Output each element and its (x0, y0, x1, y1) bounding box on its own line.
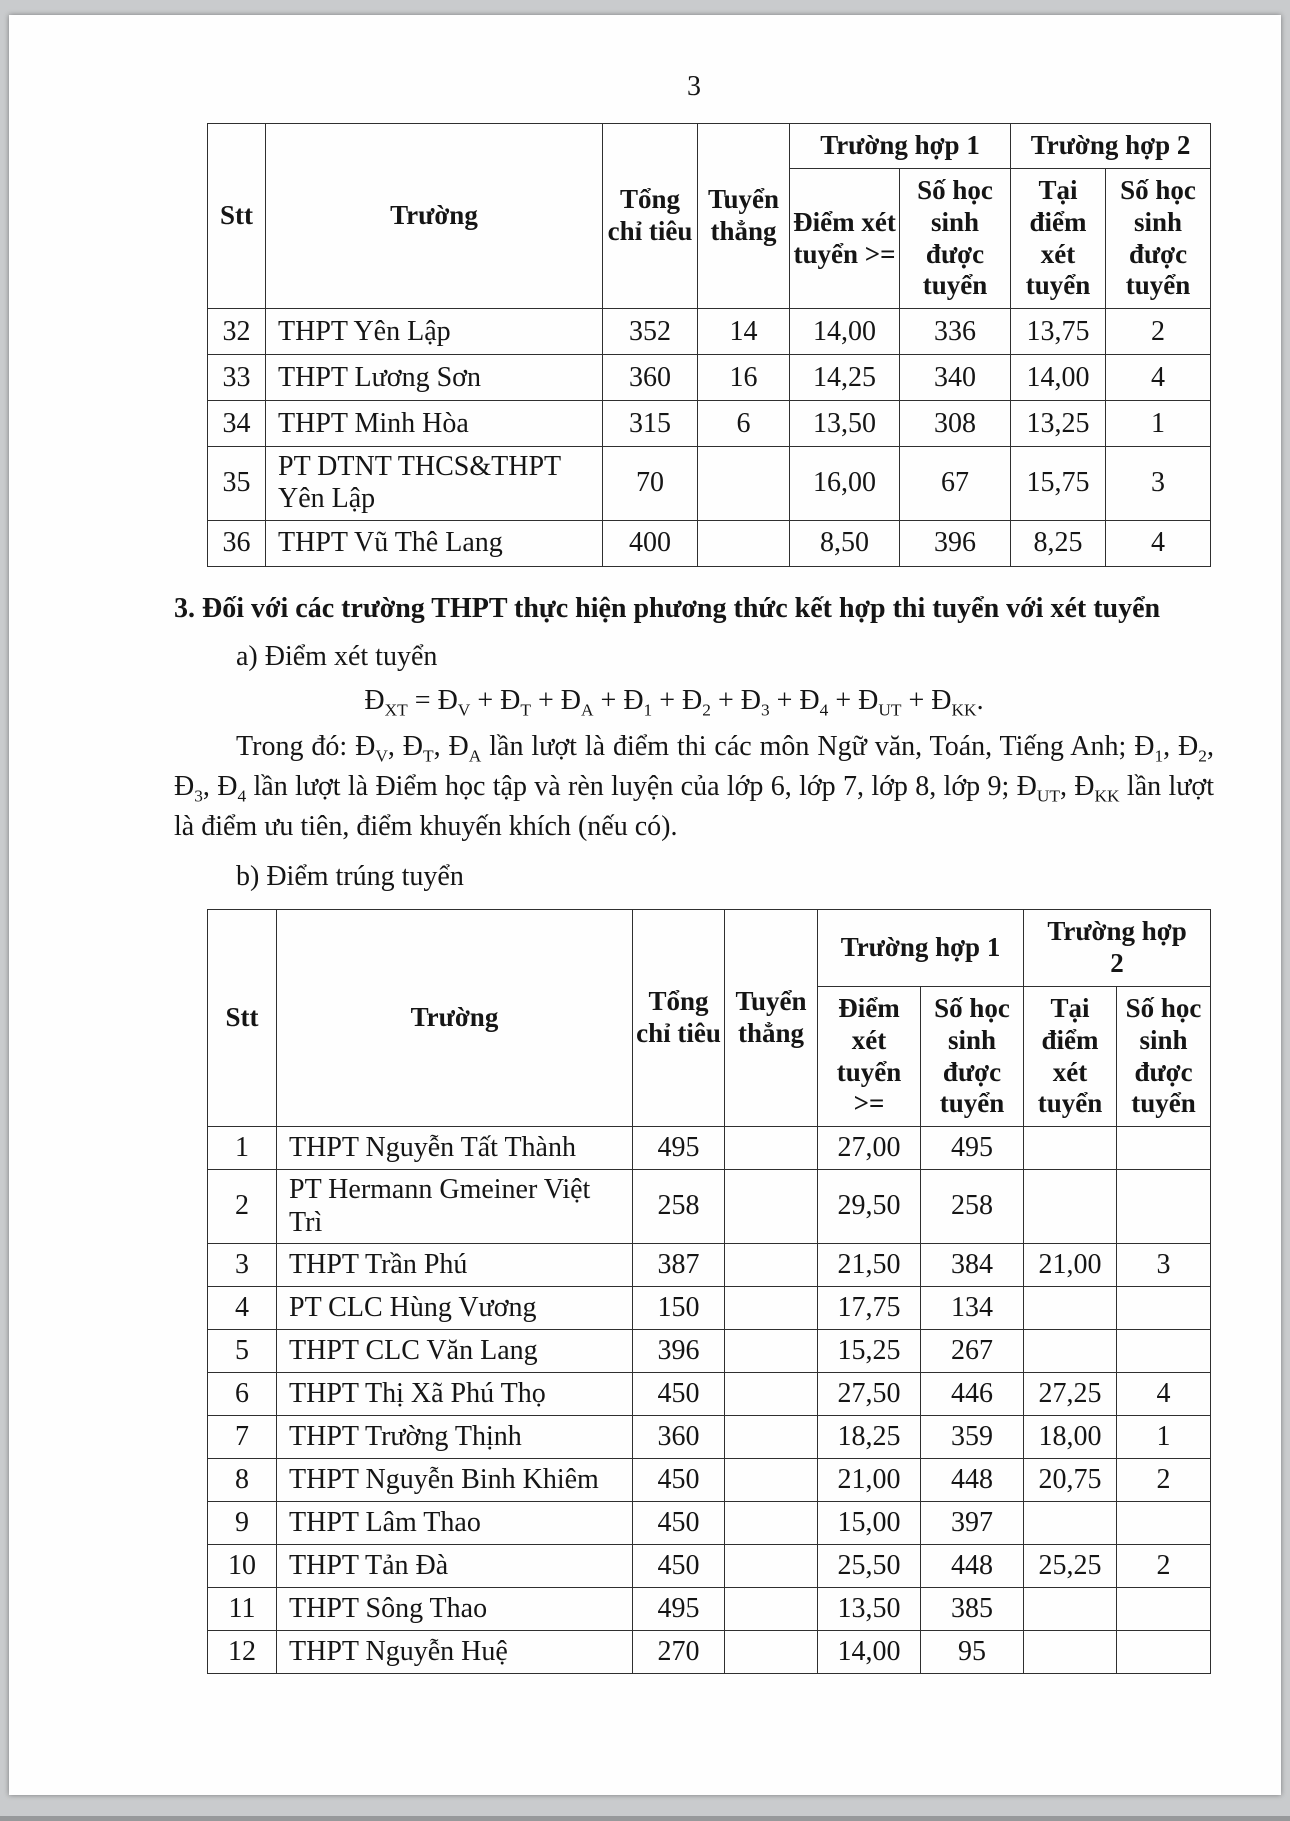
admission-score-formula: $Đ_{XT}$ = $Đ_V$ + $Đ_T$ + $Đ_A$ + $Đ_1$ + $Đ_2$ + $Đ_3$ + $Đ_4$ + $Đ_{UT}$ + $Đ_{KK}$. (364, 685, 984, 720)
cell-tuyen-thang (698, 520, 790, 566)
cell-so-hoc-sinh-duoc-tuyen-2 (1117, 1170, 1211, 1243)
cell-tong-chi-tieu: 150 (633, 1286, 725, 1329)
col-header-tai-diem-xet-tuyen: Tại điểm xét tuyển (1024, 986, 1117, 1126)
cell-so-hoc-sinh-duoc-tuyen-2: 1 (1117, 1415, 1211, 1458)
cell-so-hoc-sinh-duoc-tuyen: 384 (921, 1243, 1024, 1286)
col-header-tuyen-thang: Tuyển thẳng (725, 910, 818, 1127)
cell-tuyen-thang (725, 1286, 818, 1329)
cell-tong-chi-tieu: 352 (603, 309, 698, 355)
cell-tuyen-thang: 6 (698, 401, 790, 447)
cell-tuyen-thang (725, 1329, 818, 1372)
cell-tong-chi-tieu: 387 (633, 1243, 725, 1286)
cell-so-hoc-sinh-duoc-tuyen: 67 (900, 447, 1011, 520)
cell-truong: THPT Nguyễn Tất Thành (277, 1127, 633, 1170)
cell-so-hoc-sinh-duoc-tuyen-2: 2 (1106, 309, 1211, 355)
cell-tong-chi-tieu: 495 (633, 1127, 725, 1170)
cell-tuyen-thang (698, 447, 790, 520)
table-row (208, 401, 1211, 447)
cell-so-hoc-sinh-duoc-tuyen-2 (1117, 1587, 1211, 1630)
col-header-diem-xet-tuyen: Điểm xét tuyển >= (790, 168, 900, 308)
cell-tuyen-thang: 16 (698, 355, 790, 401)
cell-diem-xet-tuyen: 27,50 (818, 1372, 921, 1415)
cell-truong: THPT Trần Phú (277, 1243, 633, 1286)
cell-so-hoc-sinh-duoc-tuyen-2 (1117, 1630, 1211, 1673)
table-row (208, 1286, 1211, 1329)
cell-stt: 5 (208, 1329, 277, 1372)
table1-header (208, 124, 1211, 309)
cell-diem-xet-tuyen: 14,00 (790, 309, 900, 355)
cell-so-hoc-sinh-duoc-tuyen: 448 (921, 1544, 1024, 1587)
page-number: 3 (687, 71, 701, 102)
cell-truong: THPT Nguyễn Binh Khiêm (277, 1458, 633, 1501)
cell-stt: 1 (208, 1127, 277, 1170)
cell-truong: THPT Lâm Thao (277, 1501, 633, 1544)
cell-so-hoc-sinh-duoc-tuyen: 446 (921, 1372, 1024, 1415)
col-header-diem-xet-tuyen: Điểm xét tuyển >= (818, 986, 921, 1126)
cell-diem-xet-tuyen: 14,00 (818, 1630, 921, 1673)
cell-stt: 36 (208, 520, 266, 566)
cell-tai-diem-xet-tuyen: 25,25 (1024, 1544, 1117, 1587)
col-header-so-hoc-sinh-2: Số học sinh được tuyển (1117, 986, 1211, 1126)
cell-so-hoc-sinh-duoc-tuyen: 134 (921, 1286, 1024, 1329)
cell-tai-diem-xet-tuyen (1024, 1127, 1117, 1170)
table-row (208, 309, 1211, 355)
col-header-tong-chi-tieu: Tổng chỉ tiêu (633, 910, 725, 1127)
cell-so-hoc-sinh-duoc-tuyen: 308 (900, 401, 1011, 447)
cell-truong: PT CLC Hùng Vương (277, 1286, 633, 1329)
cell-tuyen-thang (725, 1127, 818, 1170)
cell-tai-diem-xet-tuyen (1024, 1630, 1117, 1673)
cell-tai-diem-xet-tuyen: 8,25 (1011, 520, 1106, 566)
cell-tong-chi-tieu: 450 (633, 1372, 725, 1415)
cell-tai-diem-xet-tuyen: 21,00 (1024, 1243, 1117, 1286)
cell-tong-chi-tieu: 450 (633, 1501, 725, 1544)
table-row (208, 520, 1211, 566)
cell-stt: 35 (208, 447, 266, 520)
cell-so-hoc-sinh-duoc-tuyen: 258 (921, 1170, 1024, 1243)
cell-tong-chi-tieu: 360 (633, 1415, 725, 1458)
cell-tai-diem-xet-tuyen: 14,00 (1011, 355, 1106, 401)
cell-stt: 12 (208, 1630, 277, 1673)
cell-so-hoc-sinh-duoc-tuyen-2: 4 (1106, 355, 1211, 401)
cell-tai-diem-xet-tuyen: 18,00 (1024, 1415, 1117, 1458)
cell-tong-chi-tieu: 258 (633, 1170, 725, 1243)
table-row (208, 355, 1211, 401)
cell-truong: THPT Yên Lập (266, 309, 603, 355)
cell-so-hoc-sinh-duoc-tuyen: 448 (921, 1458, 1024, 1501)
cell-so-hoc-sinh-duoc-tuyen: 359 (921, 1415, 1024, 1458)
cell-tuyen-thang (725, 1458, 818, 1501)
cell-stt: 9 (208, 1501, 277, 1544)
cell-diem-xet-tuyen: 13,50 (790, 401, 900, 447)
cell-tuyen-thang (725, 1587, 818, 1630)
cell-truong: THPT CLC Văn Lang (277, 1329, 633, 1372)
cell-tong-chi-tieu: 495 (633, 1587, 725, 1630)
cell-stt: 10 (208, 1544, 277, 1587)
cell-so-hoc-sinh-duoc-tuyen: 385 (921, 1587, 1024, 1630)
table-row (208, 1415, 1211, 1458)
cell-tai-diem-xet-tuyen: 20,75 (1024, 1458, 1117, 1501)
col-header-truong: Trường (277, 910, 633, 1127)
table-row (208, 1372, 1211, 1415)
cell-so-hoc-sinh-duoc-tuyen: 495 (921, 1127, 1024, 1170)
viewer-bottom-edge (0, 1816, 1290, 1821)
cell-tuyen-thang (725, 1372, 818, 1415)
cell-stt: 11 (208, 1587, 277, 1630)
cell-so-hoc-sinh-duoc-tuyen: 95 (921, 1630, 1024, 1673)
cell-so-hoc-sinh-duoc-tuyen-2: 2 (1117, 1458, 1211, 1501)
table1-body (208, 309, 1211, 566)
cell-tong-chi-tieu: 360 (603, 355, 698, 401)
cell-tong-chi-tieu: 270 (633, 1630, 725, 1673)
cell-tong-chi-tieu: 315 (603, 401, 698, 447)
table2-header (208, 910, 1211, 1127)
cell-stt: 4 (208, 1286, 277, 1329)
cell-diem-xet-tuyen: 13,50 (818, 1587, 921, 1630)
cell-truong: THPT Minh Hòa (266, 401, 603, 447)
cell-so-hoc-sinh-duoc-tuyen: 396 (900, 520, 1011, 566)
cell-stt: 33 (208, 355, 266, 401)
cell-tai-diem-xet-tuyen: 13,25 (1011, 401, 1106, 447)
cell-truong: PT Hermann Gmeiner Việt Trì (277, 1170, 633, 1243)
col-header-tuyen-thang: Tuyển thẳng (698, 124, 790, 309)
cell-diem-xet-tuyen: 17,75 (818, 1286, 921, 1329)
cell-tai-diem-xet-tuyen: 15,75 (1011, 447, 1106, 520)
cell-truong: THPT Tản Đà (277, 1544, 633, 1587)
cell-tuyen-thang (725, 1501, 818, 1544)
cell-so-hoc-sinh-duoc-tuyen: 267 (921, 1329, 1024, 1372)
table2-body (208, 1127, 1211, 1673)
cell-truong: THPT Trường Thịnh (277, 1415, 633, 1458)
cell-so-hoc-sinh-duoc-tuyen-2: 2 (1117, 1544, 1211, 1587)
cell-diem-xet-tuyen: 27,00 (818, 1127, 921, 1170)
cell-diem-xet-tuyen: 29,50 (818, 1170, 921, 1243)
cell-tong-chi-tieu: 450 (633, 1544, 725, 1587)
col-header-stt: Stt (208, 910, 277, 1127)
cell-so-hoc-sinh-duoc-tuyen-2: 1 (1106, 401, 1211, 447)
table-ket-qua-thi-tuyen (207, 123, 1211, 567)
cell-tong-chi-tieu: 400 (603, 520, 698, 566)
table-row (208, 1544, 1211, 1587)
col-header-truong: Trường (266, 124, 603, 309)
table-row (208, 1170, 1211, 1243)
cell-tuyen-thang (725, 1415, 818, 1458)
cell-tuyen-thang: 14 (698, 309, 790, 355)
cell-tuyen-thang (725, 1170, 818, 1243)
cell-truong: THPT Sông Thao (277, 1587, 633, 1630)
col-header-tai-diem-xet-tuyen: Tại điểm xét tuyển (1011, 168, 1106, 308)
cell-diem-xet-tuyen: 18,25 (818, 1415, 921, 1458)
cell-diem-xet-tuyen: 16,00 (790, 447, 900, 520)
cell-tuyen-thang (725, 1630, 818, 1673)
cell-stt: 8 (208, 1458, 277, 1501)
cell-diem-xet-tuyen: 8,50 (790, 520, 900, 566)
cell-tong-chi-tieu: 396 (633, 1329, 725, 1372)
cell-tuyen-thang (725, 1544, 818, 1587)
cell-truong: THPT Vũ Thê Lang (266, 520, 603, 566)
cell-so-hoc-sinh-duoc-tuyen-2: 3 (1106, 447, 1211, 520)
table-row (208, 1501, 1211, 1544)
cell-diem-xet-tuyen: 14,25 (790, 355, 900, 401)
cell-diem-xet-tuyen: 21,50 (818, 1243, 921, 1286)
table-row (208, 1243, 1211, 1286)
cell-tai-diem-xet-tuyen: 13,75 (1011, 309, 1106, 355)
table-diem-trung-tuyen (207, 909, 1211, 1674)
cell-tai-diem-xet-tuyen: 27,25 (1024, 1372, 1117, 1415)
cell-truong: THPT Nguyễn Huệ (277, 1630, 633, 1673)
col-header-so-hoc-sinh-2: Số học sinh được tuyển (1106, 168, 1211, 308)
cell-so-hoc-sinh-duoc-tuyen: 336 (900, 309, 1011, 355)
group-header-truong-hop-2: Trường hợp 2 (1011, 124, 1211, 169)
cell-stt: 3 (208, 1243, 277, 1286)
document-page (9, 15, 1281, 1795)
cell-truong: THPT Lương Sơn (266, 355, 603, 401)
group-header-truong-hop-1: Trường hợp 1 (790, 124, 1011, 169)
table-row (208, 1127, 1211, 1170)
cell-tai-diem-xet-tuyen (1024, 1329, 1117, 1372)
cell-diem-xet-tuyen: 25,50 (818, 1544, 921, 1587)
col-header-stt: Stt (208, 124, 266, 309)
cell-so-hoc-sinh-duoc-tuyen-2 (1117, 1127, 1211, 1170)
cell-diem-xet-tuyen: 15,25 (818, 1329, 921, 1372)
cell-stt: 7 (208, 1415, 277, 1458)
section-3-heading: 3. Đối với các trường THPT thực hiện phương thức kết hợp thi tuyển với xét tuyển (174, 592, 1161, 624)
cell-truong: PT DTNT THCS&THPT Yên Lập (266, 447, 603, 520)
table-row (208, 447, 1211, 520)
cell-tai-diem-xet-tuyen (1024, 1286, 1117, 1329)
cell-tai-diem-xet-tuyen (1024, 1170, 1117, 1243)
cell-tai-diem-xet-tuyen (1024, 1587, 1117, 1630)
table-row (208, 1329, 1211, 1372)
group-header-truong-hop-1: Trường hợp 1 (818, 910, 1024, 987)
cell-stt: 32 (208, 309, 266, 355)
cell-so-hoc-sinh-duoc-tuyen-2: 4 (1117, 1372, 1211, 1415)
cell-stt: 2 (208, 1170, 277, 1243)
cell-so-hoc-sinh-duoc-tuyen: 340 (900, 355, 1011, 401)
cell-stt: 34 (208, 401, 266, 447)
cell-so-hoc-sinh-duoc-tuyen-2 (1117, 1501, 1211, 1544)
col-header-so-hoc-sinh: Số học sinh được tuyển (900, 168, 1011, 308)
table-row (208, 1587, 1211, 1630)
item-b-label: b) Điểm trúng tuyển (236, 861, 464, 893)
cell-so-hoc-sinh-duoc-tuyen-2 (1117, 1286, 1211, 1329)
formula-explanation-paragraph: Trong đó: $Đ_V$, $Đ_T$, $Đ_A$ lần lượt là điểm thi các môn Ngữ văn, Toán, Tiếng Anh; $Đ_1$, $Đ_2$, $Đ_3$, $Đ_4$ lần lượt là Điểm học tập và rèn luyện của lớp 6, lớp 7, lớp 8, lớp 9; $Đ_{UT}$, $Đ_{KK}$ lần lượt là điểm ưu tiên, điểm khuyến khích (nếu có). (174, 731, 1214, 843)
cell-diem-xet-tuyen: 21,00 (818, 1458, 921, 1501)
col-header-tong-chi-tieu: Tổng chỉ tiêu (603, 124, 698, 309)
col-header-so-hoc-sinh: Số học sinh được tuyển (921, 986, 1024, 1126)
cell-truong: THPT Thị Xã Phú Thọ (277, 1372, 633, 1415)
cell-so-hoc-sinh-duoc-tuyen-2 (1117, 1329, 1211, 1372)
table-row (208, 1458, 1211, 1501)
cell-tai-diem-xet-tuyen (1024, 1501, 1117, 1544)
cell-so-hoc-sinh-duoc-tuyen-2: 4 (1106, 520, 1211, 566)
cell-tong-chi-tieu: 70 (603, 447, 698, 520)
cell-tuyen-thang (725, 1243, 818, 1286)
cell-tong-chi-tieu: 450 (633, 1458, 725, 1501)
cell-so-hoc-sinh-duoc-tuyen: 397 (921, 1501, 1024, 1544)
group-header-truong-hop-2: Trường hợp 2 (1024, 910, 1211, 987)
item-a-label: a) Điểm xét tuyển (236, 641, 438, 673)
cell-stt: 6 (208, 1372, 277, 1415)
table-row (208, 1630, 1211, 1673)
cell-so-hoc-sinh-duoc-tuyen-2: 3 (1117, 1243, 1211, 1286)
cell-diem-xet-tuyen: 15,00 (818, 1501, 921, 1544)
